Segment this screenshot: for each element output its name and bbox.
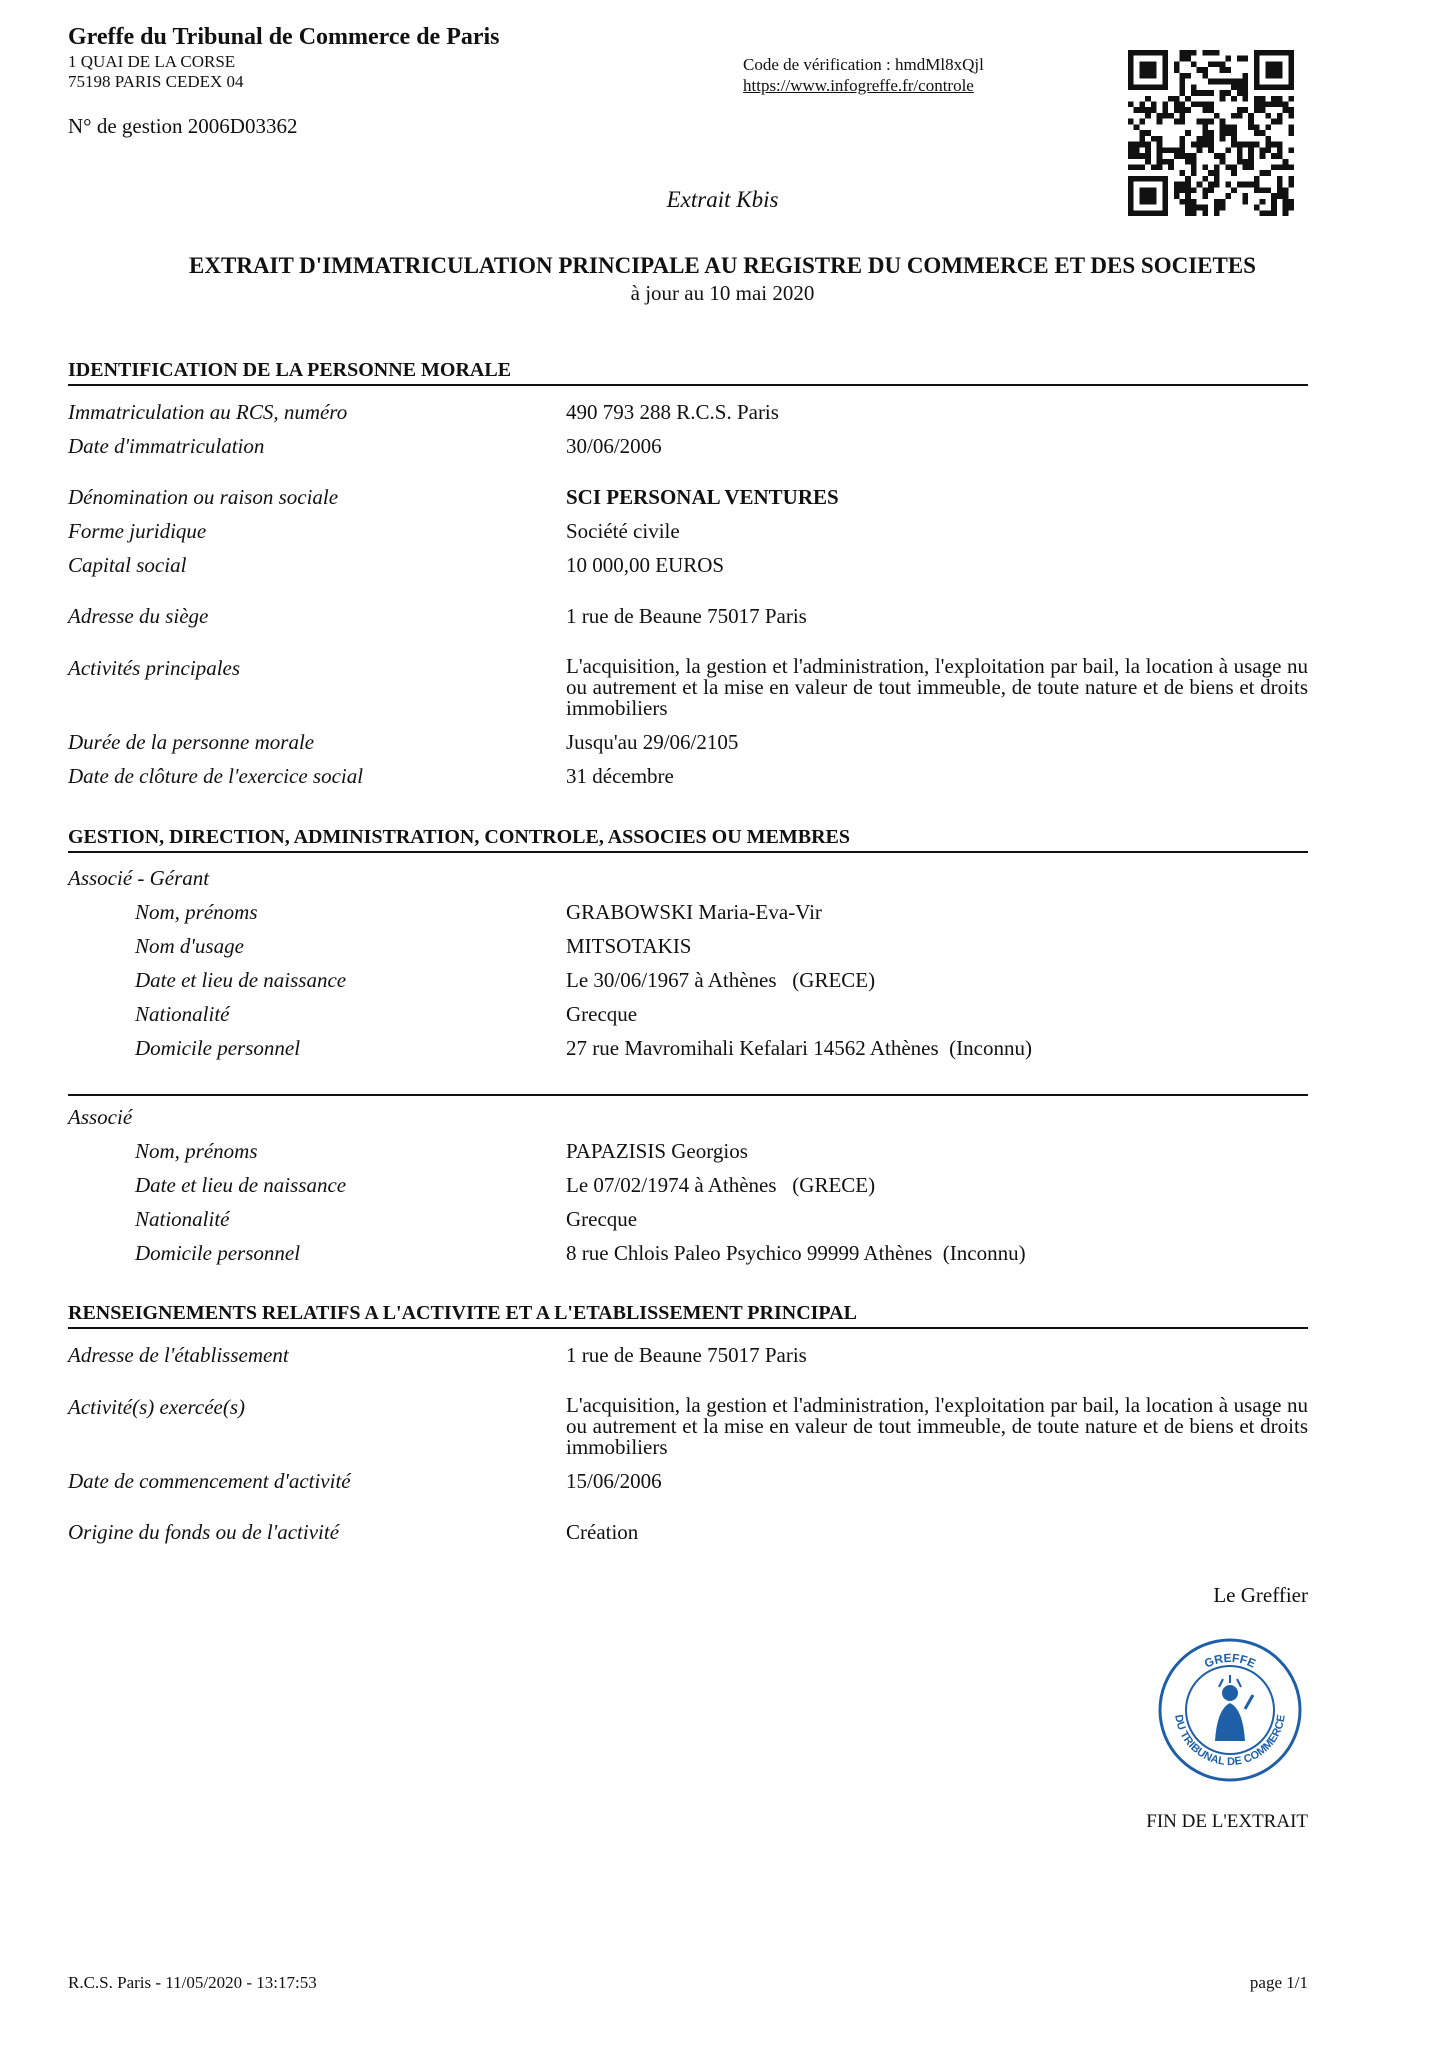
field-label: Origine du fonds ou de l'activité xyxy=(68,1520,340,1544)
company-name: SCI PERSONAL VENTURES xyxy=(566,485,839,509)
verification-code: Code de vérification : hmdMl8xQjl xyxy=(743,55,984,74)
end-of-extract: FIN DE L'EXTRAIT xyxy=(1146,1811,1308,1832)
field-label: Nationalité xyxy=(135,1207,230,1231)
seal-text-bottom: DU TRIBUNAL DE COMMERCE xyxy=(1172,1713,1288,1769)
field-label: Nom, prénoms xyxy=(135,900,258,924)
greffier-label: Le Greffier xyxy=(1213,1583,1308,1607)
verification-block xyxy=(743,54,984,96)
court-seal-icon xyxy=(1157,1637,1303,1783)
field-value: 15/06/2006 xyxy=(566,1469,662,1493)
field-value: 30/06/2006 xyxy=(566,434,662,458)
field-value: MITSOTAKIS xyxy=(566,934,692,958)
person-role: Associé xyxy=(68,1105,133,1129)
page-number: page 1/1 xyxy=(1249,1973,1308,1992)
divider xyxy=(68,1094,1308,1096)
field-label: Capital social xyxy=(68,553,187,577)
verification-link[interactable]: https://www.infogreffe.fr/controle xyxy=(743,76,974,95)
field-value: 10 000,00 EUROS xyxy=(566,553,725,577)
field-label: Dénomination ou raison sociale xyxy=(68,485,339,509)
field-value: Grecque xyxy=(566,1207,638,1231)
field-label: Nationalité xyxy=(135,1002,230,1026)
field-value: Le 07/02/1974 à Athènes (GRECE) xyxy=(566,1173,876,1197)
gestion-number: N° de gestion 2006D03362 xyxy=(68,114,298,138)
field-label: Date et lieu de naissance xyxy=(135,968,347,992)
field-value: Création xyxy=(566,1520,639,1544)
field-label: Durée de la personne morale xyxy=(68,730,315,754)
footer-timestamp: R.C.S. Paris - 11/05/2020 - 13:17:53 xyxy=(68,1973,317,1992)
document-date: à jour au 10 mai 2020 xyxy=(630,281,815,305)
field-label: Date de clôture de l'exercice social xyxy=(68,764,364,788)
address-line-1: 1 QUAI DE LA CORSE xyxy=(68,52,236,71)
person-role: Associé - Gérant xyxy=(68,866,210,890)
field-value: Grecque xyxy=(566,1002,638,1026)
section-heading-activite: RENSEIGNEMENTS RELATIFS A L'ACTIVITE ET A L'ETABLISSEMENT PRINCIPAL xyxy=(68,1302,1308,1329)
field-label: Adresse du siège xyxy=(68,604,209,628)
field-value: Jusqu'au 29/06/2105 xyxy=(566,730,739,754)
field-value-activities: L'acquisition, la gestion et l'administration, l'exploitation par bail, la location à usage nu ou autrement et la mise en valeur de tout immeuble, de toute nature et de biens et droits immobiliers xyxy=(566,1393,1308,1459)
field-value: Société civile xyxy=(566,519,680,543)
field-value: 490 793 288 R.C.S. Paris xyxy=(566,400,779,424)
document-title: EXTRAIT D'IMMATRICULATION PRINCIPALE AU REGISTRE DU COMMERCE ET DES SOCIETES xyxy=(189,253,1256,278)
field-label: Date et lieu de naissance xyxy=(135,1173,347,1197)
field-value: 1 rue de Beaune 75017 Paris xyxy=(566,1343,807,1367)
field-value: 27 rue Mavromihali Kefalari 14562 Athènes (Inconnu) xyxy=(566,1036,1032,1060)
field-label: Domicile personnel xyxy=(135,1241,301,1265)
field-value: 31 décembre xyxy=(566,764,674,788)
svg-text:GREFFE xyxy=(1202,1651,1258,1671)
field-label: Date d'immatriculation xyxy=(68,434,265,458)
field-label: Nom d'usage xyxy=(135,934,244,958)
field-value-activities: L'acquisition, la gestion et l'administration, l'exploitation par bail, la location à usage nu ou autrement et la mise en valeur de tout immeuble, de toute nature et de biens et droits immobiliers xyxy=(566,654,1308,720)
field-value: GRABOWSKI Maria-Eva-Vir xyxy=(566,900,822,924)
field-label: Domicile personnel xyxy=(135,1036,301,1060)
address-line-2: 75198 PARIS CEDEX 04 xyxy=(68,72,244,91)
court-address xyxy=(68,52,244,92)
document-subtitle: Extrait Kbis xyxy=(666,187,779,212)
field-value: 1 rue de Beaune 75017 Paris xyxy=(566,604,807,628)
court-name: Greffe du Tribunal de Commerce de Paris xyxy=(68,24,500,50)
field-label: Adresse de l'établissement xyxy=(68,1343,289,1367)
seal-text-top: GREFFE xyxy=(1202,1650,1258,1671)
field-value: 8 rue Chlois Paleo Psychico 99999 Athènes (Inconnu) xyxy=(566,1241,1026,1265)
field-value: PAPAZISIS Georgios xyxy=(566,1139,748,1163)
field-label: Activités principales xyxy=(68,656,241,680)
section-heading-gestion: GESTION, DIRECTION, ADMINISTRATION, CONTROLE, ASSOCIES OU MEMBRES xyxy=(68,826,1308,853)
field-label: Forme juridique xyxy=(68,519,207,543)
field-label: Immatriculation au RCS, numéro xyxy=(68,400,348,424)
field-label: Activité(s) exercée(s) xyxy=(68,1395,246,1419)
field-value: Le 30/06/1967 à Athènes (GRECE) xyxy=(566,968,876,992)
field-label: Nom, prénoms xyxy=(135,1139,258,1163)
field-label: Date de commencement d'activité xyxy=(68,1469,351,1493)
section-heading-identification: IDENTIFICATION DE LA PERSONNE MORALE xyxy=(68,359,1308,386)
